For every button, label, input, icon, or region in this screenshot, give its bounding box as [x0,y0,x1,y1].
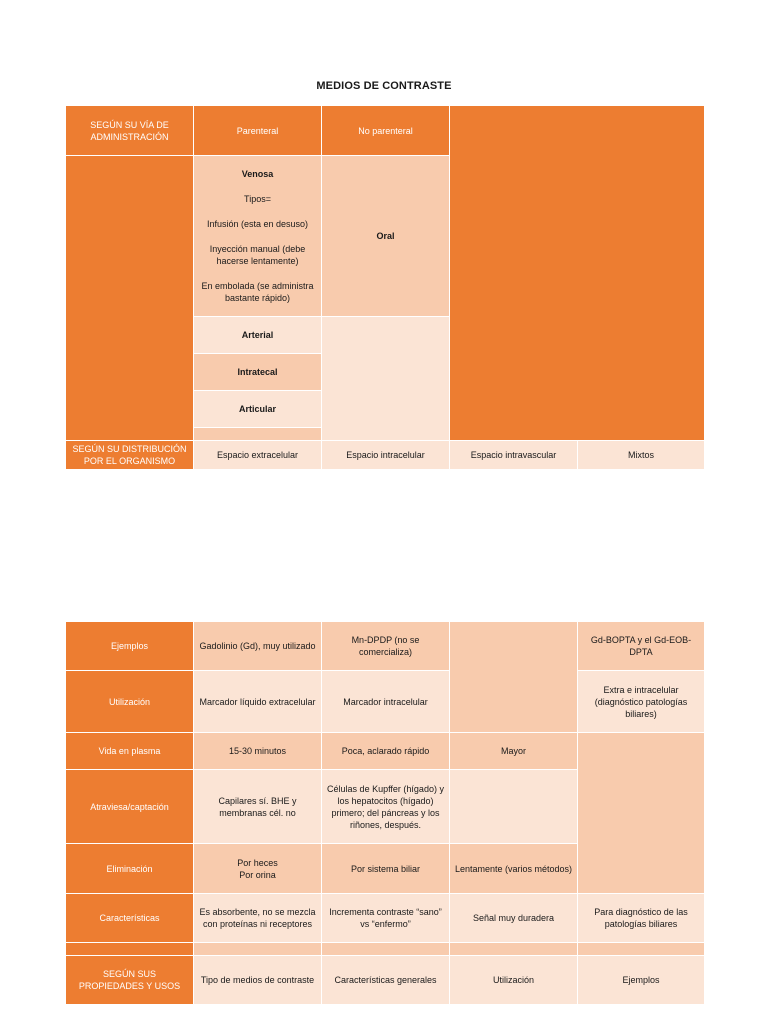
empty-cell [450,622,578,733]
cell-eliminacion-3: Lentamente (varios métodos) [450,844,578,894]
cell-ejemplos-2: Mn-DPDP (no se comercializa) [322,622,450,671]
empty-cell [578,943,705,956]
cell-intravascular: Espacio intravascular [450,441,578,470]
col-header-ejemplos: Ejemplos [578,956,705,1005]
cell-vida-1: 15-30 minutos [194,733,322,770]
cell-eliminacion-2: Por sistema biliar [322,844,450,894]
cell-caracteristicas-3: Señal muy duradera [450,894,578,943]
cell-articular: Articular [194,391,322,428]
header-administration: SEGÚN SU VÍA DE ADMINISTRACIÓN [66,106,194,156]
cell-vida-3: Mayor [450,733,578,770]
row-label-ejemplos: Ejemplos [66,622,194,671]
empty-cell [194,943,322,956]
cell-ejemplos-1: Gadolinio (Gd), muy utilizado [194,622,322,671]
cell-utilizacion-1: Marcador líquido extracelular [194,671,322,733]
cell-atraviesa-1: Capilares sí. BHE y membranas cél. no [194,770,322,844]
administration-distribution-table [65,105,705,470]
cell-mixtos: Mixtos [578,441,705,470]
cell-eliminacion-1: Por heces Por orina [194,844,322,894]
row-label-caracteristicas: Características [66,894,194,943]
cell-intratecal: Intratecal [194,354,322,391]
header-no-parenteral: No parenteral [322,106,450,156]
empty-orange-block [450,106,705,441]
col-header-tipo: Tipo de medios de contraste [194,956,322,1005]
empty-cell [322,943,450,956]
empty-cell [578,733,705,894]
cell-ejemplos-4: Gd-BOPTA y el Gd-EOB-DPTA [578,622,705,671]
empty-cell [450,770,578,844]
empty-cell [322,317,450,441]
row-label-atraviesa: Atraviesa/captación [66,770,194,844]
row-label-utilizacion: Utilización [66,671,194,733]
col-header-utilizacion: Utilización [450,956,578,1005]
cell-oral: Oral [322,156,450,317]
cell-caracteristicas-1: Es absorbente, no se mezcla con proteínas ni receptores [194,894,322,943]
cell-extracelular: Espacio extracelular [194,441,322,470]
row-label-eliminacion: Eliminación [66,844,194,894]
header-distribution: SEGÚN SU DISTRIBUCIÓN POR EL ORGANISMO [66,441,194,470]
venosa-tipos: Tipos= [244,194,271,204]
left-orange-block [66,156,194,441]
col-header-generales: Características generales [322,956,450,1005]
cell-caracteristicas-4: Para diagnóstico de las patologías biliares [578,894,705,943]
row-label-vida: Vida en plasma [66,733,194,770]
venosa-infusion: Infusión (esta en desuso) [206,219,309,229]
empty-cell [66,943,194,956]
header-properties: SEGÚN SUS PROPIEDADES Y USOS [66,956,194,1005]
venosa-embolada: En embolada (se administra bastante rápido) [201,281,314,303]
cell-atraviesa-2: Células de Kupffer (hígado) y los hepatocitos (hígado) primero; del páncreas y los riñones, después. [322,770,450,844]
cell-arterial: Arterial [194,317,322,354]
properties-uses-table [65,621,705,1005]
empty-cell [194,428,322,441]
cell-utilizacion-2: Marcador intracelular [322,671,450,733]
cell-venosa [194,156,322,317]
empty-cell [450,943,578,956]
cell-vida-2: Poca, aclarado rápido [322,733,450,770]
cell-utilizacion-4: Extra e intracelular (diagnóstico patologías biliares) [578,671,705,733]
cell-intracelular: Espacio intracelular [322,441,450,470]
venosa-title: Venosa [241,169,274,179]
page-title: MEDIOS DE CONTRASTE [316,80,452,92]
header-parenteral: Parenteral [194,106,322,156]
cell-caracteristicas-2: Incrementa contraste “sano” vs “enfermo” [322,894,450,943]
venosa-inyeccion: Inyección manual (debe hacerse lentamente) [209,244,306,266]
